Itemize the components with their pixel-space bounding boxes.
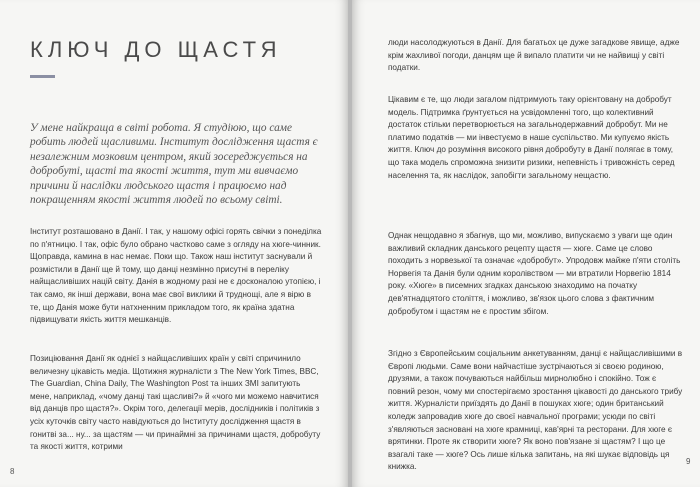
paragraph-text: Цікавим є те, що люди загалом підтримують таку орієнтовану на добробут модель. Підтримка ґрунтується на усвідомленні того, що колективний достаток стільки перетворюється на загальнодержавний добробут. Ми не платимо податків — ми інвестуємо в наше суспільство. Ми купуємо якість життя. Ключ до розуміння високого рівня добробуту в Данії полягає в тому, що така модель спроможна знизити ризики, непевність і тривожність серед населення та, як наслідок, запобігти загальному нещастю.	[388, 95, 675, 180]
body-paragraph	[30, 226, 322, 327]
page-number: 8	[10, 467, 15, 476]
body-paragraph	[388, 230, 683, 318]
paragraph-text: Позиціювання Данії як однієї з найщасливіших країн у світі спричинило величезну цікавість медіа. Щотижня журналісти з The New York Times, BBC, The Guardian, China Daily, The Washington Post та інших ЗМІ запитують мене, наприклад, «чому данці такі щасливі?» й «чого ми можемо навчитися від данців про щастя?». Окрім того, делегації мерів, дослідників і політиків з усіх куточків світу часто навідуються до Інституту дослідження щастя в гонитві за... ну... за щастям — чи принаймні за причинами щастя, добробуту та якості життя, котрими	[30, 354, 321, 452]
paragraph-text: Інститут розташовано в Данії. І так, у нашому офісі горять свічки з понеділка по п'ятницю. І так, офіс було обрано частково саме з огляду на хюге-чинник. Щоправда, камина в нас немає. Поки що. Також наш інститут заснували й розмістили в Данії ще й тому, що данці незмінно присутні в переліку найщасливіших націй світу. Данія в жодному разі не є досконалою утопією, і так само, як інші держави, вона має свої виклики й труднощі, але я вірю в те, що Данія може бути натхненним прикладом того, як країна здатна підвищувати якість життя мешканців.	[30, 227, 322, 325]
paragraph-text: люди насолоджуються в Данії. Для багатьох це дуже загадкове явище, адже крім жахливої погоди, данцям ще й випало платити чи не найвищі у світі податки.	[388, 38, 680, 73]
paragraph-text: Згідно з Європейським соціальним анкетуванням, данці є найщасливішими в Європі людьми. Саме вони найчастіше зустрічаються зі своєю родиною, друзями, а також почуваються найбільш мирнолюбно і спокійно. Тож є повний резон, чому ми спостерігаємо зростання цікавості до данського трибу життя. Журналісти приїздять до Данії в пошуках хюге; один британський коледж запровадив хюге до своєї навчальної програми; усюди по світі з'являються засновані на хюге крамниці, кав'ярні та ресторани. Для хюге є врятинки. Проте як створити хюге? Як воно пов'язане зі щастям? І що це взагалі таке — хюге? Ось лише кілька запитань, на які шукає відповідь ця книжка.	[388, 349, 683, 472]
chapter-title: КЛЮЧ ДО ЩАСТЯ	[30, 37, 282, 62]
left-page	[0, 0, 348, 487]
page-number: 9	[686, 457, 691, 466]
body-paragraph	[388, 37, 683, 75]
body-paragraph	[388, 94, 683, 182]
lead-paragraph: У мене найкраща в світі робота. Я студіюю, що саме робить людей щасливими. Інститут дослідження щастя є незалежним мозковим центром, який зосереджується на добробуті, щасті та якості життя, тут ми вивчаємо причини й наслідки людського щастя і працюємо над покращенням якості життя людей по всьому світі.	[30, 122, 318, 207]
title-divider	[30, 75, 55, 78]
body-paragraph	[388, 348, 683, 474]
body-paragraph	[30, 353, 322, 454]
paragraph-text: Однак нещодавно я збагнув, що ми, можливо, випускаємо з уваги ще один важливий складник данського рецепту щастя — хюге. Саме це слово походить з норвезької та означає «добробут». Упродовж майже п'яти століть Норвегія та Данія були одним королівством — ми втратили Норвегію 1814 року. «Хюге» в писемних згадках данською знаходимо на початку дев'ятнадцятого століття, і можливо, зв'язок цього слова з фактичним добробутом і щастям не є простим збігом.	[388, 231, 681, 316]
